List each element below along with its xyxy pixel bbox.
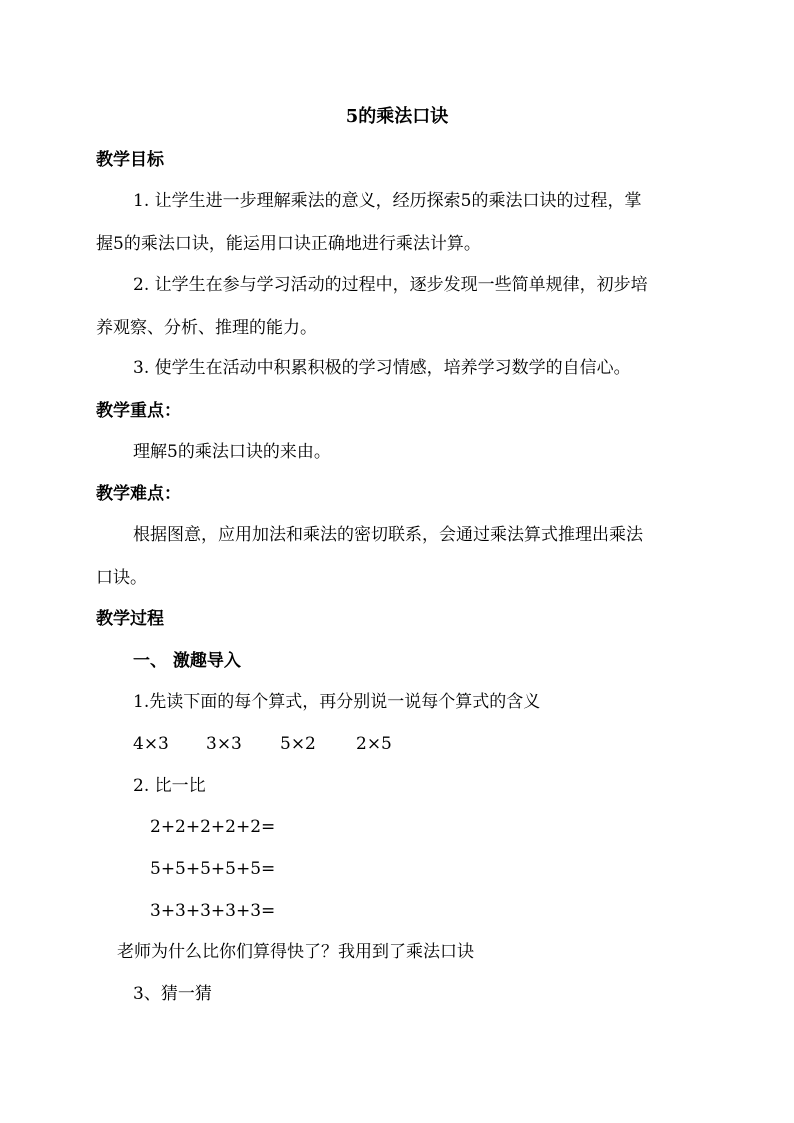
process-section-1: 一、 激趣导入 [133, 651, 241, 671]
goal-item-1-line-2: 握5的乘法口诀，能运用口诀正确地进行乘法计算。 [96, 234, 481, 254]
key-point-heading: 教学重点： [96, 401, 181, 421]
sum-line-1: 2+2+2+2+2= [150, 817, 276, 837]
goal-item-1-line-1: 1. 让学生进一步理解乘法的意义，经历探索5的乘法口诀的过程，掌 [133, 191, 642, 211]
goal-item-2-line-1: 2. 让学生在参与学习活动的过程中，逐步发现一些简单规律，初步培 [133, 275, 648, 295]
sum-line-2: 5+5+5+5+5= [150, 859, 276, 879]
goals-heading: 教学目标 [96, 150, 164, 170]
difficulty-line-2: 口诀。 [96, 568, 147, 588]
sum-line-3: 3+3+3+3+3= [150, 901, 276, 921]
difficulty-heading: 教学难点： [96, 484, 181, 504]
process-step-1: 1.先读下面的每个算式，再分别说一说每个算式的含义 [133, 692, 541, 712]
process-heading: 教学过程 [96, 609, 164, 629]
expression-1: 4×3 [133, 734, 169, 754]
teacher-note: 老师为什么比你们算得快了？我用到了乘法口诀 [117, 942, 474, 962]
expression-2: 3×3 [206, 734, 242, 754]
goal-item-2-line-2: 养观察、分析、推理的能力。 [96, 318, 317, 338]
expression-4: 2×5 [356, 734, 392, 754]
document-title: 5的乘法口诀 [345, 106, 449, 127]
process-step-3: 3、猜一猜 [133, 984, 212, 1004]
expression-3: 5×2 [280, 734, 316, 754]
key-point-text: 理解5的乘法口诀的来由。 [133, 442, 331, 462]
difficulty-line-1: 根据图意，应用加法和乘法的密切联系，会通过乘法算式推理出乘法 [133, 525, 643, 545]
goal-item-3: 3. 使学生在活动中积累积极的学习情感，培养学习数学的自信心。 [133, 358, 631, 378]
process-step-2: 2. 比一比 [133, 776, 206, 796]
